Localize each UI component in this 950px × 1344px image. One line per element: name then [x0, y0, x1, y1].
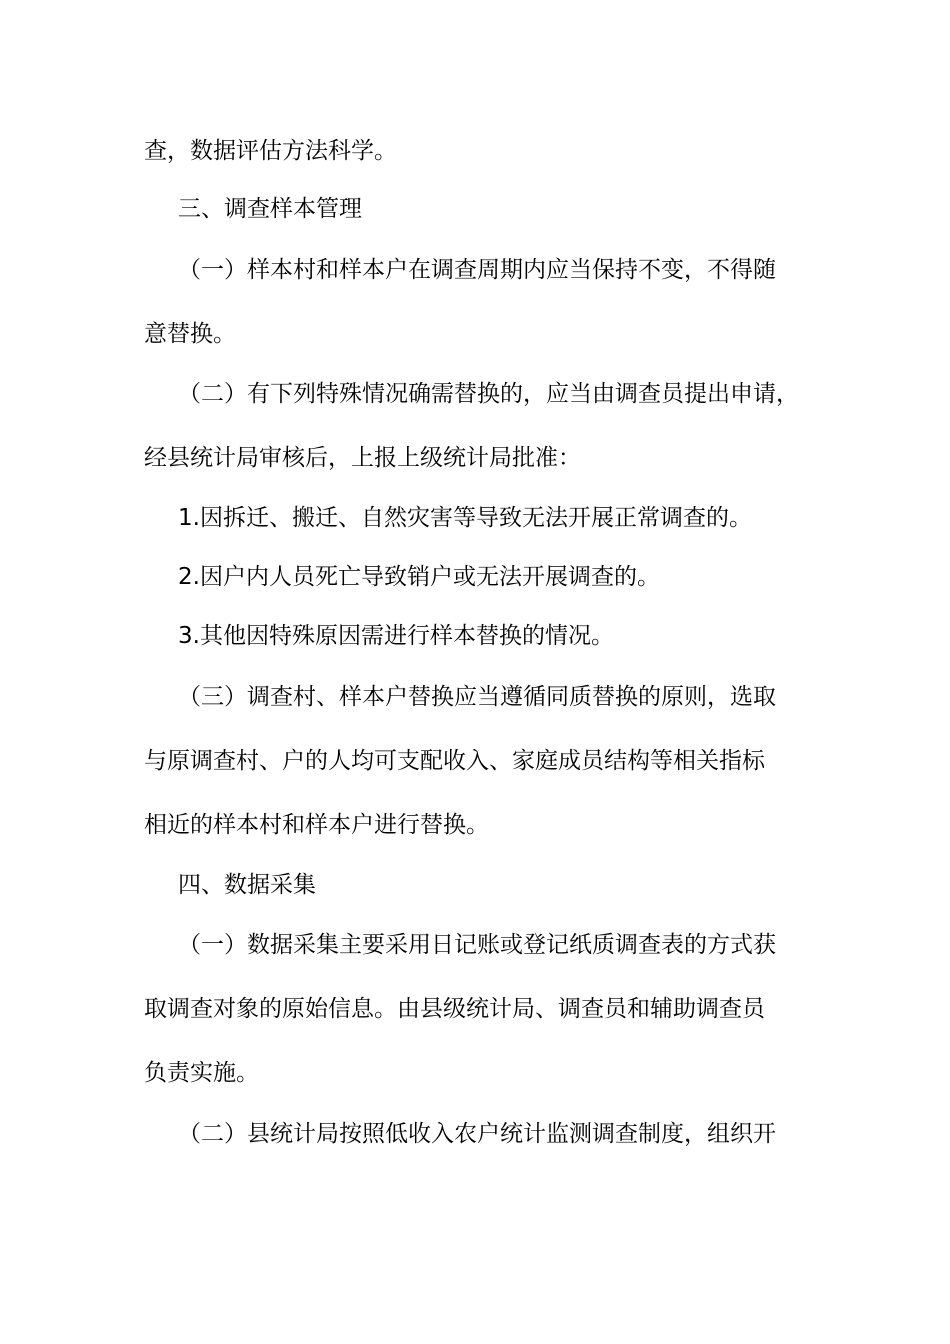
text-line-10: （三）调查村、样本户替换应当遵循同质替换的原则，选取 — [178, 684, 776, 710]
list-item-3: 3.其他因特殊原因需进行样本替换的情况。 — [178, 623, 614, 649]
section-heading-3: 三、调查样本管理 — [178, 196, 362, 222]
text-line-1: 查，数据评估方法科学。 — [144, 138, 397, 164]
text-line-6: 经县统计局审核后，上报上级统计局批准： — [144, 445, 581, 471]
text-line-12: 相近的样本村和样本户进行替换。 — [144, 812, 489, 838]
text-line-3: （一）样本村和样本户在调查周期内应当保持不变，不得随 — [178, 257, 776, 283]
list-item-1: 1.因拆迁、搬迁、自然灾害等导致无法开展正常调查的。 — [178, 505, 752, 531]
section-heading-4: 四、数据采集 — [178, 872, 316, 898]
text-line-4: 意替换。 — [144, 321, 236, 347]
text-line-17: （二）县统计局按照低收入农户统计监测调查制度，组织开 — [178, 1121, 776, 1147]
text-line-14: （一）数据采集主要采用日记账或登记纸质调查表的方式获 — [178, 932, 776, 958]
text-line-11: 与原调查村、户的人均可支配收入、家庭成员结构等相关指标 — [144, 748, 765, 774]
text-line-16: 负责实施。 — [144, 1060, 259, 1086]
list-item-2: 2.因户内人员死亡导致销户或无法开展调查的。 — [178, 564, 660, 590]
text-line-5: （二）有下列特殊情况确需替换的，应当由调查员提出申请， — [178, 381, 799, 407]
text-line-15: 取调查对象的原始信息。由县级统计局、调查员和辅助调查员 — [144, 996, 765, 1022]
